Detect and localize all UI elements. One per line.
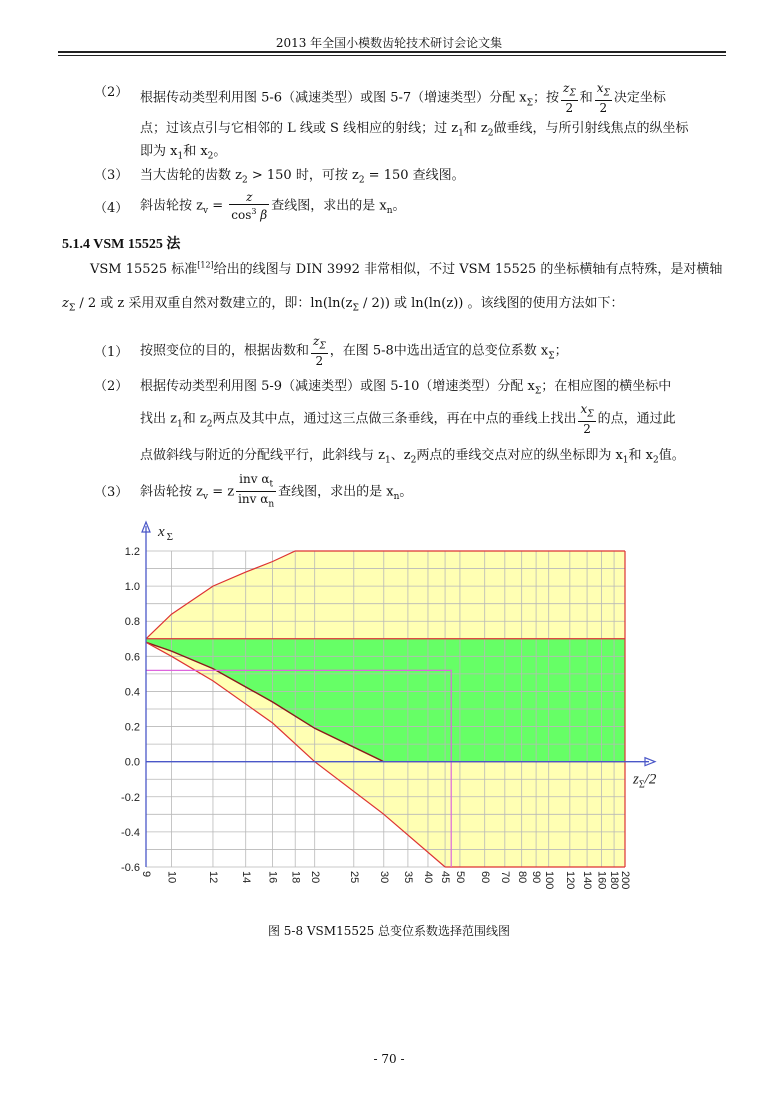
- y-tick-label: -0.6: [121, 862, 140, 874]
- citation-ref[interactable]: [12]: [197, 260, 214, 270]
- text-run: 和 x: [183, 144, 208, 159]
- item-number: （2）: [94, 85, 129, 100]
- text-run: 。: [392, 198, 406, 214]
- frac-den: 2: [599, 101, 608, 116]
- frac-num: x: [580, 402, 588, 416]
- x-tick-label: 90: [530, 871, 543, 884]
- y-tick-label: 0.8: [124, 616, 140, 629]
- text-run: = 150 查线图。: [364, 168, 465, 183]
- item-line: [140, 190, 406, 222]
- fraction: [578, 402, 595, 436]
- item-line: [140, 402, 676, 436]
- text-run: VSM 15525 标准: [90, 262, 198, 277]
- subscript: 2: [206, 419, 213, 430]
- text-run: 点；过该点引与它相邻的 L 线或 S 线相应的射线；过 z: [140, 121, 459, 136]
- text-run: 点做斜线与附近的分配线平行，此斜线与 z: [140, 448, 385, 463]
- subscript: Σ: [534, 386, 542, 397]
- x-tick-label: 40: [422, 871, 435, 884]
- y-tick-label: 0.6: [124, 651, 140, 664]
- text-run: 的点，通过此: [597, 411, 676, 427]
- fraction: [595, 81, 612, 115]
- subscript: 2: [241, 175, 248, 186]
- text-run: 根据传动类型利用图 5-6（减速类型）或图 5-7（增速类型）分配 x: [140, 90, 527, 106]
- text-run: 查线图，求出的是 x: [271, 198, 387, 214]
- text-run: ；在相应图的横坐标中: [541, 379, 672, 394]
- text-run: 。: [213, 144, 227, 159]
- item-number: （4）: [94, 201, 129, 216]
- subscript: n: [268, 499, 275, 510]
- text-run: 和 z: [463, 121, 488, 136]
- x-tick-label: 180: [608, 871, 621, 890]
- y-tick-label: 1.2: [124, 546, 140, 558]
- text-run: > 150 时，可按 z: [247, 168, 359, 183]
- text-run: 即为 x: [140, 144, 178, 159]
- text-run: / 2 或 z 采用双重自然对数建立的，即：ln(ln(z: [75, 296, 353, 311]
- subscript: t: [269, 479, 274, 490]
- x-tick-label: 35: [401, 871, 414, 884]
- item-number: （2）: [94, 379, 129, 394]
- subscript: Σ: [548, 351, 555, 362]
- text-run: ；: [554, 343, 568, 359]
- text-run: / 2)) 或 ln(ln(z)) 。该线图的使用方法如下：: [358, 296, 624, 311]
- item-line: [140, 444, 685, 466]
- text-run: 给出的线图与 DIN 3992 非常相似，不过 VSM 15525 的坐标横轴有点特殊，是对横轴: [213, 262, 723, 277]
- text-run: 找出 z: [140, 411, 177, 427]
- subscript: 1: [384, 455, 391, 466]
- fraction: [236, 472, 276, 512]
- subscript: 2: [652, 455, 659, 466]
- subscript: v: [202, 206, 209, 217]
- figure-caption: 图 5-8 VSM15525 总变位系数选择范围线图: [267, 924, 511, 938]
- vsm15525-chart: [118, 520, 658, 900]
- text-run: 按照变位的目的，根据齿数和: [140, 343, 310, 359]
- item-number: （3）: [94, 168, 129, 183]
- item-line: [140, 164, 465, 186]
- fraction: [561, 81, 578, 115]
- subscript: Σ: [319, 341, 326, 352]
- subscript: 1: [176, 419, 183, 430]
- frac-num: z: [563, 81, 570, 95]
- subscript: Σ: [68, 303, 76, 314]
- frac-den: 2: [565, 101, 574, 116]
- beta-symbol: β: [260, 208, 268, 222]
- text-run: 值。: [658, 448, 685, 463]
- subscript: 1: [622, 455, 629, 466]
- subscript: Σ: [603, 88, 610, 99]
- subscript: 2: [487, 128, 494, 139]
- x-tick-label: 18: [289, 871, 302, 884]
- text-run: 斜齿轮按 z: [140, 484, 203, 500]
- frac-num: z: [229, 190, 269, 205]
- text-run: = z: [208, 484, 235, 500]
- item-line: [140, 140, 226, 162]
- text-run: 和 x: [628, 448, 653, 463]
- y-axis-label: x $_\Sigma$: [158, 524, 174, 543]
- frac-num: x: [596, 81, 604, 95]
- y-tick-label: 0.4: [124, 686, 140, 699]
- y-tick-label: -0.2: [121, 791, 140, 804]
- subscript: 2: [358, 175, 365, 186]
- item-line: [140, 375, 671, 397]
- x-tick-label: 200: [619, 871, 632, 890]
- x-tick-label: 20: [308, 871, 321, 884]
- running-header: 2013 年全国小模数齿轮技术研讨会论文集: [275, 36, 503, 50]
- y-tick-label: 0.2: [124, 721, 140, 734]
- item-line: [140, 81, 666, 115]
- frac-den: 2: [315, 354, 324, 369]
- item-line: [140, 334, 568, 368]
- text-run: 决定坐标: [613, 90, 666, 106]
- x-tick-label: 25: [347, 871, 360, 884]
- text-run: 斜齿轮按 z: [140, 198, 203, 214]
- x-tick-label: 50: [454, 871, 467, 884]
- x-tick-label: 120: [563, 871, 576, 890]
- green-range-area: [146, 639, 625, 762]
- x-tick-label: 30: [377, 871, 390, 884]
- superscript: 3: [251, 207, 257, 216]
- text-run: 根据传动类型利用图 5-9（减速类型）或图 5-10（增速类型）分配 x: [140, 379, 535, 394]
- x-tick-label: 140: [581, 871, 594, 890]
- x-tick-label: 70: [498, 871, 511, 884]
- text-run: 当大齿轮的齿数 z: [140, 168, 242, 183]
- subscript: 2: [410, 455, 417, 466]
- subscript: 2: [207, 151, 214, 162]
- subscript: v: [202, 491, 209, 502]
- y-tick-label: 1.0: [124, 581, 140, 594]
- item-number: （3）: [94, 485, 129, 500]
- text-run: 。: [399, 484, 413, 500]
- section-heading: 5.1.4 VSM 15525 法: [62, 237, 181, 252]
- subscript: n: [393, 491, 400, 502]
- x-tick-label: 100: [542, 871, 555, 890]
- text-run: 做垂线，与所引射线焦点的纵坐标: [493, 121, 689, 136]
- x-tick-label: 60: [478, 871, 491, 884]
- item-line: [140, 117, 689, 139]
- fraction: [229, 190, 269, 222]
- x-tick-label: 14: [239, 871, 252, 884]
- x-tick-label: 9: [140, 871, 153, 878]
- paragraph-line: [90, 258, 722, 277]
- text-run: =: [208, 198, 228, 214]
- page-number: - 70 -: [373, 1052, 405, 1066]
- subscript: Σ: [526, 98, 533, 109]
- text-run: 和: [579, 90, 593, 106]
- frac-num: inv α: [239, 472, 270, 486]
- item-line: [140, 472, 412, 512]
- text-run: z: [62, 296, 69, 311]
- header-rule-thick: [58, 51, 726, 53]
- header-rule-thin: [58, 55, 726, 56]
- x-tick-label: 12: [207, 871, 220, 884]
- item-number: （1）: [94, 345, 129, 360]
- text-run: 两点及其中点，通过这三点做三条垂线，再在中点的垂线上找出: [212, 411, 577, 427]
- x-tick-label: 45: [439, 871, 452, 884]
- frac-den: cos: [231, 208, 252, 222]
- fraction: [311, 334, 328, 368]
- subscript: Σ: [569, 88, 576, 99]
- x-tick-label: 16: [266, 871, 279, 884]
- subscript: Σ: [352, 303, 359, 314]
- x-tick-label: 10: [165, 871, 178, 884]
- subscript: 1: [177, 151, 184, 162]
- frac-num: z: [313, 334, 320, 348]
- text-run: 、z: [390, 448, 411, 463]
- text-run: 两点的垂线交点对应的纵坐标即为 x: [416, 448, 623, 463]
- frac-den: 2: [583, 422, 591, 437]
- subscript: 1: [458, 128, 464, 139]
- y-tick-label: -0.4: [121, 826, 140, 839]
- subscript: n: [386, 206, 393, 217]
- text-run: ，在图 5-8中选出适宜的总变位系数 x: [329, 343, 549, 359]
- text-run: ；按: [532, 90, 559, 106]
- frac-den: inv α: [238, 492, 269, 507]
- paragraph-line: [62, 292, 623, 314]
- x-axis-label: $z_\Sigma/2$: [633, 771, 657, 791]
- x-tick-label: 160: [595, 871, 608, 890]
- text-run: 和 z: [182, 411, 207, 427]
- subscript: Σ: [587, 409, 594, 420]
- y-tick-label: 0.0: [124, 756, 140, 769]
- text-run: 查线图，求出的是 x: [278, 484, 394, 500]
- x-tick-label: 80: [515, 871, 528, 884]
